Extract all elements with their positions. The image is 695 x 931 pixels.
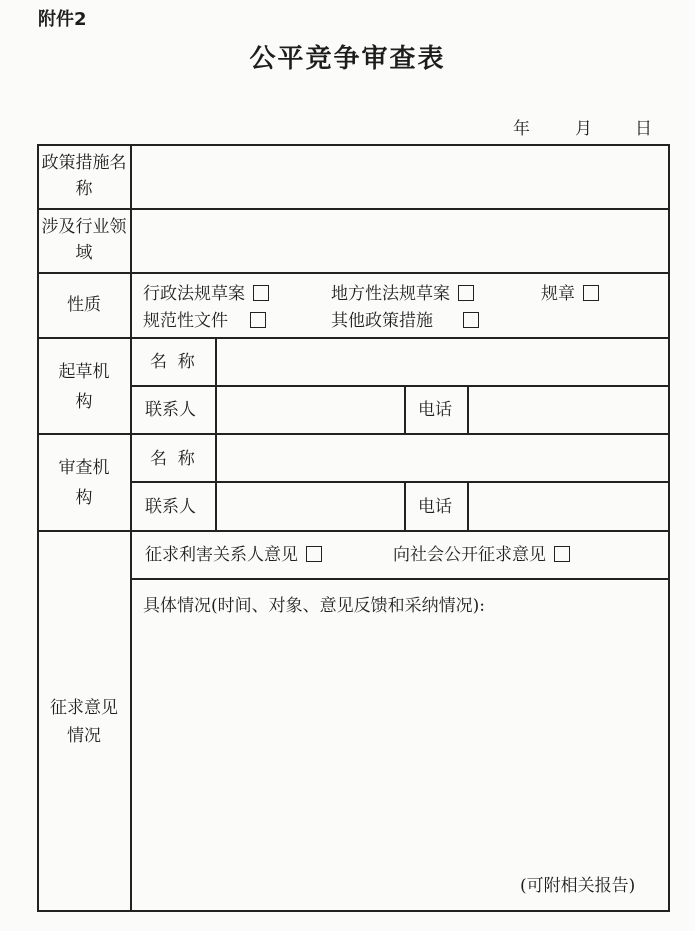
checkbox[interactable] xyxy=(458,285,474,301)
drafting-org-label: 起草机构 xyxy=(58,362,110,412)
drafting-phone-field[interactable] xyxy=(470,388,666,432)
option-label: 规章 xyxy=(541,284,575,304)
date-day: 日 xyxy=(635,119,652,139)
date-year: 年 xyxy=(513,119,530,139)
table-border-top xyxy=(37,144,670,146)
date-month: 月 xyxy=(575,119,592,139)
option-admin-regulation[interactable] xyxy=(143,280,269,308)
option-label: 向社会公开征求意见 xyxy=(393,545,546,565)
opinions-label: 征求意见情况 xyxy=(50,698,118,746)
drafting-contact-label: 联系人 xyxy=(145,400,196,420)
table-border-bottom xyxy=(37,910,670,912)
sub-row-divider xyxy=(130,578,670,580)
attachment-label: 附件2 xyxy=(38,9,87,30)
sub-row-divider xyxy=(130,481,670,483)
attach-report-note: (可附相关报告) xyxy=(520,876,636,896)
row-divider xyxy=(37,272,670,274)
option-local-regulation[interactable] xyxy=(331,280,474,308)
option-public-opinion[interactable] xyxy=(393,541,570,569)
review-contact-field[interactable] xyxy=(218,484,403,529)
sub-row-divider xyxy=(130,385,670,387)
option-label: 征求利害关系人意见 xyxy=(145,545,298,565)
phone-column-divider xyxy=(467,385,469,433)
phone-column-divider xyxy=(404,385,406,433)
phone-column-divider xyxy=(467,481,469,530)
opinion-details-field[interactable] xyxy=(133,625,666,865)
checkbox[interactable] xyxy=(463,312,479,328)
table-border-left xyxy=(37,144,39,912)
option-label: 规范性文件 xyxy=(143,311,228,331)
drafting-contact-field[interactable] xyxy=(218,388,403,432)
nature-label: 性质 xyxy=(67,295,101,315)
industry-label: 涉及行业领域 xyxy=(41,217,127,263)
option-other-policy[interactable] xyxy=(331,307,479,335)
row-divider xyxy=(37,530,670,532)
policy-name-field[interactable] xyxy=(133,147,666,207)
page-title: 公平竞争审查表 xyxy=(249,44,446,74)
checkbox[interactable] xyxy=(306,546,322,562)
option-normative-document[interactable] xyxy=(143,307,266,335)
review-phone-label: 电话 xyxy=(418,497,452,517)
industry-field[interactable] xyxy=(133,211,666,271)
checkbox[interactable] xyxy=(253,285,269,301)
option-label: 行政法规草案 xyxy=(143,284,245,304)
drafting-phone-label: 电话 xyxy=(418,400,452,420)
review-phone-field[interactable] xyxy=(470,484,666,529)
row-divider xyxy=(37,337,670,339)
table-border-right xyxy=(668,144,670,912)
option-rules[interactable] xyxy=(541,280,599,308)
review-org-label: 审查机构 xyxy=(58,458,110,508)
drafting-name-field[interactable] xyxy=(218,340,666,384)
row-divider xyxy=(37,433,670,435)
drafting-name-label: 名 称 xyxy=(150,352,195,372)
review-name-label: 名 称 xyxy=(150,449,195,469)
option-label: 地方性法规草案 xyxy=(331,284,450,304)
option-label: 其他政策措施 xyxy=(331,311,433,331)
sub-column-divider xyxy=(215,337,217,433)
checkbox[interactable] xyxy=(250,312,266,328)
opinion-details-label: 具体情况(时间、对象、意见反馈和采纳情况): xyxy=(143,596,485,616)
review-contact-label: 联系人 xyxy=(145,497,196,517)
review-name-field[interactable] xyxy=(218,436,666,480)
label-column-divider xyxy=(130,144,132,912)
checkbox[interactable] xyxy=(583,285,599,301)
policy-name-label: 政策措施名称 xyxy=(41,153,127,199)
option-stakeholder-opinion[interactable] xyxy=(145,541,322,569)
sub-column-divider xyxy=(215,433,217,530)
row-divider xyxy=(37,208,670,210)
phone-column-divider xyxy=(404,481,406,530)
checkbox[interactable] xyxy=(554,546,570,562)
